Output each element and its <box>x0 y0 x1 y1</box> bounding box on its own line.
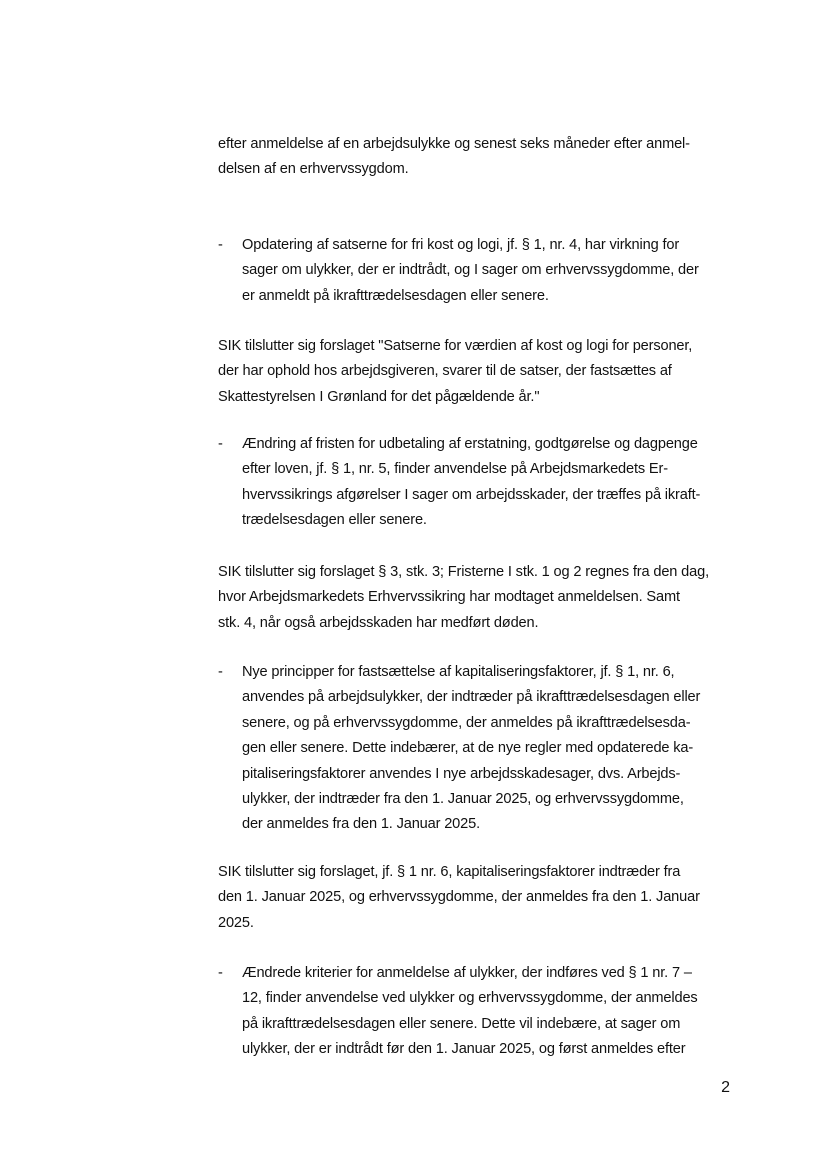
text-line: sager om ulykker, der er indtrådt, og I sager om erhvervssygdomme, der <box>242 262 699 279</box>
text-line: stk. 4, når også arbejdsskaden har medført døden. <box>218 614 539 631</box>
text-line: gen eller senere. Dette indebærer, at de nye regler med opdaterede ka- <box>242 740 694 757</box>
text-line: ulykker, der indtræder fra den 1. Januar 2025, og erhvervssygdomme, <box>242 791 684 808</box>
text-line: Ændring af fristen for udbetaling af erstatning, godtgørelse og dagpenge <box>242 436 698 452</box>
text-line: pitaliseringsfaktorer anvendes I nye arbejdsskadesager, dvs. Arbejds- <box>242 765 681 782</box>
text-line: ulykker, der er indtrådt før den 1. Januar 2025, og først anmeldes efter <box>242 1041 686 1058</box>
text-line: efter anmeldelse af en arbejdsulykke og senest seks måneder efter anmel- <box>218 136 690 152</box>
bullet-text <box>242 961 722 1063</box>
text-line: delsen af en erhvervssygdom. <box>218 161 409 178</box>
text-line: der har ophold hos arbejdsgiveren, svarer til de satser, der fastsættes af <box>218 363 672 380</box>
text-line: Skattestyrelsen I Grønland for det pågældende år." <box>218 388 540 405</box>
text-line: er anmeldt på ikrafttrædelsesdagen eller senere. <box>242 287 549 304</box>
text-line: hvervssikrings afgørelser I sager om arbejdsskader, der træffes på ikraft- <box>242 486 701 503</box>
text-line: senere, og på erhvervssygdomme, der anmeldes på ikrafttrædelsesda- <box>242 714 691 731</box>
bullet-dash: - <box>218 664 223 680</box>
bullet-text <box>242 233 722 309</box>
text-line: Opdatering af satserne for fri kost og logi, jf. § 1, nr. 4, har virkning for <box>242 237 680 253</box>
text-line: SIK tilslutter sig forslaget § 3, stk. 3; Fristerne I stk. 1 og 2 regnes fra den dag, <box>218 564 709 580</box>
text-line: 2025. <box>218 914 254 931</box>
text-line: på ikrafttrædelsesdagen eller senere. Dette vil indebære, at sager om <box>242 1015 681 1032</box>
paragraph-sik-frister <box>218 560 718 636</box>
text-line: SIK tilslutter sig forslaget "Satserne for værdien af kost og logi for personer, <box>218 338 693 354</box>
paragraph-continuation <box>218 132 718 183</box>
paragraph-sik-satser <box>218 334 718 410</box>
text-line: den 1. Januar 2025, og erhvervssygdomme, der anmeldes fra den 1. Januar <box>218 889 700 906</box>
text-line: 12, finder anvendelse ved ulykker og erhvervssygdomme, der anmeldes <box>242 990 698 1007</box>
bullet-dash: - <box>218 237 223 253</box>
text-line: der anmeldes fra den 1. Januar 2025. <box>242 816 480 833</box>
bullet-text <box>242 660 722 838</box>
text-line: Nye principper for fastsættelse af kapitaliseringsfaktorer, jf. § 1, nr. 6, <box>242 664 675 680</box>
text-line: SIK tilslutter sig forslaget, jf. § 1 nr. 6, kapitaliseringsfaktorer indtræder fra <box>218 864 681 880</box>
text-line: hvor Arbejdsmarkedets Erhvervssikring har modtaget anmeldelsen. Samt <box>218 589 680 606</box>
text-line: anvendes på arbejdsulykker, der indtræder på ikrafttrædelsesdagen eller <box>242 689 701 706</box>
text-line: trædelsesdagen eller senere. <box>242 512 427 529</box>
bullet-text <box>242 432 722 534</box>
bullet-dash: - <box>218 965 223 981</box>
text-line: Ændrede kriterier for anmeldelse af ulykker, der indføres ved § 1 nr. 7 – <box>242 965 692 981</box>
page-number: 2 <box>721 1079 730 1096</box>
text-line: efter loven, jf. § 1, nr. 5, finder anvendelse på Arbejdsmarkedets Er- <box>242 461 668 478</box>
bullet-dash: - <box>218 436 223 452</box>
paragraph-sik-kapitalisering <box>218 860 718 936</box>
